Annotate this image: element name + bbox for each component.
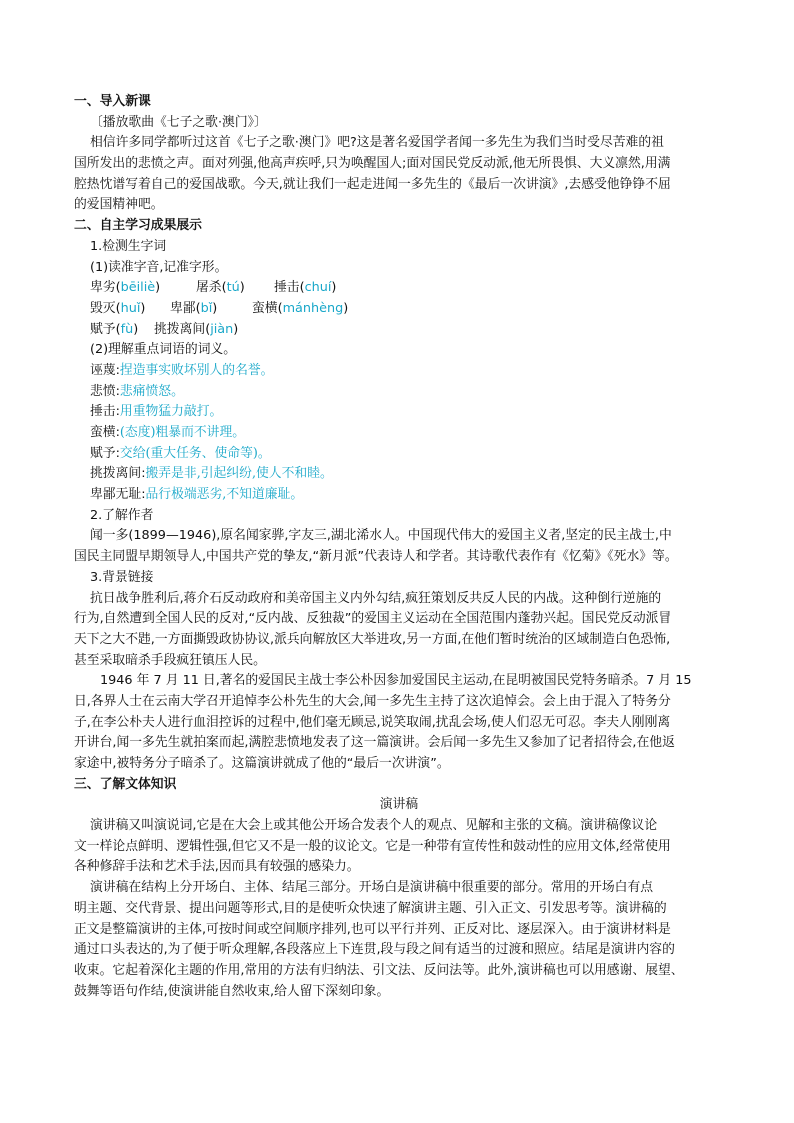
definition-row: 挑拨离间:搬弄是非,引起纠纷,使人不和睦。 <box>90 466 333 482</box>
pinyin: mánhèng <box>282 300 344 316</box>
genre-line: 通过口头表达的,为了便于听众理解,各段落应上下连贯,段与段之间有适当的过渡和照应。结尾是演讲内容的 <box>74 942 675 958</box>
definition-answer: 搬弄是非,引起纠纷,使人不和睦。 <box>145 466 333 482</box>
vocab-item: 卑鄙(bǐ) <box>170 300 218 316</box>
background-line: 日,各界人士在云南大学召开追悼李公朴先生的大会,闻一多先生主持了这次追悼会。会上由于混入了特务分 <box>74 693 671 709</box>
vocab-item: 捶击(chuí) <box>274 280 337 296</box>
vocab-item: 赋予(fù) <box>90 321 139 337</box>
background-line: 甚至采取暗杀手段疯狂镇压人民。 <box>74 652 266 668</box>
section-2-heading: 二、自主学习成果展示 <box>74 218 202 234</box>
background-line: 开讲台,闻一多先生就拍案而起,满腔悲愤地发表了这一篇演讲。会后闻一多先生又参加了记者招待会,在他返 <box>74 735 675 751</box>
question-pronunciation: (1)读准字音,记准字形。 <box>90 259 228 275</box>
genre-line: 演讲稿又叫演说词,它是在大会上或其他公开场合发表个人的观点、见解和主张的文稿。演讲稿像议论 <box>90 818 658 834</box>
background-line: 家途中,被特务分子暗杀了。这篇演讲就成了他的“最后一次讲演”。 <box>74 756 450 771</box>
definition-row: 捶击:用重物猛力敲打。 <box>90 404 223 420</box>
vocab-row-1 <box>74 278 724 299</box>
definition-answer: 品行极端恶劣,不知道廉耻。 <box>145 487 304 503</box>
author-line-2: 国民主同盟早期领导人,中国共产党的挚友,“新月派”代表诗人和学者。其诗歌代表作有《忆菊》《死水》等。 <box>74 549 678 565</box>
pinyin: huǐ <box>120 300 141 316</box>
subheading-author: 2.了解作者 <box>90 507 154 523</box>
pinyin: tú <box>226 280 240 296</box>
background-line: 行为,自然遭到全国人民的反对,“反内战、反独裁”的爱国主义运动在全国范围内蓬勃兴起。国民党反动派冒 <box>74 611 672 627</box>
pinyin: chuí <box>304 280 332 296</box>
intro-line-1: 相信许多同学都听过这首《七子之歌·澳门》吧?这是著名爱国学者闻一多先生为我们当时受尽苦难的祖 <box>90 135 664 151</box>
intro-line-3: 腔热忱谱写着自己的爱国战歌。今天,就让我们一起走进闻一多先生的《最后一次讲演》,去感受他铮铮不屈 <box>74 176 671 192</box>
genre-line: 收束。它起着深化主题的作用,常用的方法有归纳法、引文法、反问法等。此外,演讲稿也可以用感谢、展望、 <box>74 962 684 978</box>
vocab-item: 屠杀(tú) <box>196 280 245 296</box>
subheading-background: 3.背景链接 <box>90 569 154 585</box>
genre-line: 各种修辞手法和艺术手法,因而具有较强的感染力。 <box>74 859 360 875</box>
vocab-item: 卑劣(bēiliè) <box>90 280 161 296</box>
genre-title: 演讲稿 <box>379 797 419 813</box>
genre-line: 明主题、交代背景、提出问题等形式,目的是使听众快速了解演讲主题、引入正文、引发思考等。演讲稿的 <box>74 900 667 916</box>
vocab-item: 蛮横(mánhèng) <box>252 300 349 316</box>
intro-line-2: 国所发出的悲愤之声。面对列强,他高声疾呼,只为唤醒国人;面对国民党反动派,他无所畏惧、大义凛然,用满 <box>74 156 671 172</box>
definition-row: 赋予:交给(重大任务、使命等)。 <box>90 445 271 461</box>
genre-line: 鼓舞等语句作结,使演讲能自然收束,给人留下深刻印象。 <box>74 983 390 999</box>
intro-line-4: 的爱国精神吧。 <box>74 197 164 213</box>
section-3-heading: 三、了解文体知识 <box>74 776 177 792</box>
pinyin: bēiliè <box>120 280 156 296</box>
definition-row: 卑鄙无耻:品行极端恶劣,不知道廉耻。 <box>90 487 304 503</box>
background-line: 1946 年 7 月 11 日,著名的爱国民主战士李公朴因参加爱国民主运动,在昆明被国民党特务暗杀。7 月 15 <box>100 673 692 689</box>
question-meaning: (2)理解重点词语的词义。 <box>90 342 237 358</box>
genre-line: 正文是整篇演讲的主体,可按时间或空间顺序排列,也可以平行并列、正反对比、逐层深入。由于演讲材料是 <box>74 921 671 937</box>
section-1-heading: 一、导入新课 <box>74 94 151 109</box>
pinyin: bǐ <box>200 300 213 316</box>
pinyin: jiàn <box>210 321 234 337</box>
song-note: 〔播放歌曲《七子之歌·澳门》〕 <box>90 114 267 130</box>
pinyin: fù <box>120 321 134 337</box>
definition-answer: 悲痛愤怒。 <box>119 383 184 399</box>
genre-line: 演讲稿在结构上分开场白、主体、结尾三部分。开场白是演讲稿中很重要的部分。常用的开场白有点 <box>90 880 654 896</box>
definition-answer: 捏造事实败坏别人的名誉。 <box>119 362 274 378</box>
subheading-vocab: 1.检测生字词 <box>90 238 167 254</box>
vocab-row-3 <box>74 320 724 341</box>
vocab-item: 挑拨离间(jiàn) <box>154 321 239 337</box>
background-line: 天下之大不韪,一方面撕毁政协协议,派兵向解放区大举进攻,另一方面,在他们暂时统治的区域制造白色恐怖, <box>74 631 671 647</box>
background-line: 子,在李公朴夫人进行血泪控诉的过程中,他们毫无顾忌,说笑取闹,扰乱会场,使人们忍无可忍。李夫人刚刚离 <box>74 714 671 730</box>
vocab-row-2 <box>74 299 724 320</box>
background-line: 抗日战争胜利后,蒋介石反动政府和美帝国主义内外勾结,疯狂策划反共反人民的内战。这种倒行逆施的 <box>90 590 662 606</box>
document-page <box>74 92 724 1002</box>
definition-answer: (态度)粗暴而不讲理。 <box>119 425 246 440</box>
definition-row: 悲愤:悲痛愤怒。 <box>90 383 184 399</box>
definition-answer: 用重物猛力敲打。 <box>119 404 223 420</box>
definition-answer: 交给(重大任务、使命等)。 <box>119 445 271 461</box>
definition-row: 蛮横:(态度)粗暴而不讲理。 <box>90 425 246 440</box>
author-line-1: 闻一多(1899—1946),原名闻家骅,字友三,湖北浠水人。中国现代伟大的爱国主义者,坚定的民主战士,中 <box>90 528 672 544</box>
definition-row: 诬蔑:捏造事实败坏别人的名誉。 <box>90 362 274 378</box>
vocab-item: 毁灭(huǐ) <box>90 300 146 316</box>
genre-line: 文一样论点鲜明、逻辑性强,但它又不是一般的议论文。它是一种带有宣传性和鼓动性的应用文体,经常使用 <box>74 838 671 854</box>
